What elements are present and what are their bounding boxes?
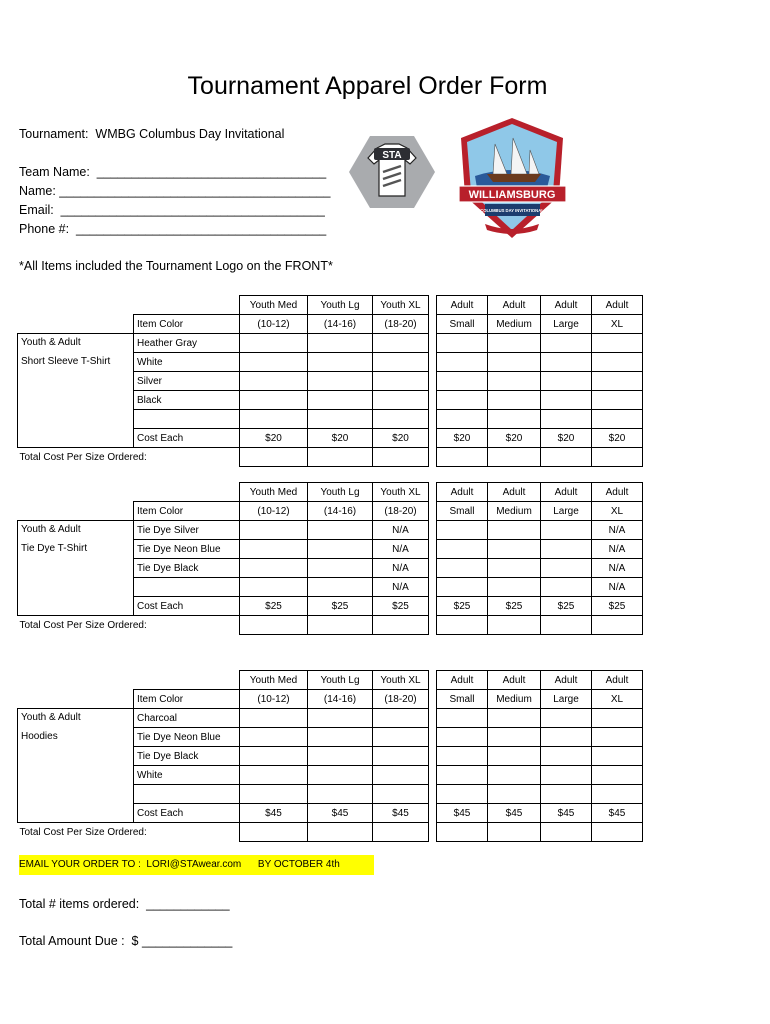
columbus-text: COLUMBUS DAY INVITATIONAL xyxy=(480,208,544,213)
quantity-cell[interactable] xyxy=(437,410,488,429)
blank-cell xyxy=(18,502,134,521)
column-gap xyxy=(429,559,437,578)
item-color-cell: Tie Dye Silver xyxy=(134,521,240,540)
blank-cell xyxy=(18,671,134,690)
column-gap xyxy=(429,353,437,372)
column-gap xyxy=(429,315,437,334)
quantity-cell[interactable] xyxy=(592,334,643,353)
total-cost-cell[interactable] xyxy=(437,823,488,842)
size-header: Medium xyxy=(488,502,541,521)
quantity-cell[interactable] xyxy=(541,728,592,747)
quantity-cell[interactable] xyxy=(240,372,308,391)
column-gap xyxy=(429,429,437,448)
size-header: XL xyxy=(592,690,643,709)
price-cell: $45 xyxy=(240,804,308,823)
size-header: (14-16) xyxy=(308,502,373,521)
quantity-cell[interactable] xyxy=(240,334,308,353)
quantity-cell[interactable] xyxy=(541,785,592,804)
quantity-cell[interactable] xyxy=(240,709,308,728)
size-header: (14-16) xyxy=(308,690,373,709)
size-header: Adult xyxy=(437,296,488,315)
item-color-cell xyxy=(134,578,240,597)
phone-field[interactable]: Phone #: ____________________________________ xyxy=(19,222,327,236)
quantity-cell[interactable] xyxy=(437,559,488,578)
size-header: Adult xyxy=(488,671,541,690)
total-cost-label: Total Cost Per Size Ordered: xyxy=(19,826,147,838)
size-header: Large xyxy=(541,502,592,521)
cost-each-label: Cost Each xyxy=(134,429,240,448)
quantity-cell[interactable] xyxy=(541,334,592,353)
quantity-cell[interactable] xyxy=(240,521,308,540)
total-cost-cell[interactable] xyxy=(592,823,643,842)
quantity-cell[interactable] xyxy=(437,334,488,353)
blank-cell xyxy=(134,483,240,502)
page-title: Tournament Apparel Order Form xyxy=(187,72,548,100)
quantity-cell[interactable] xyxy=(488,391,541,410)
total-cost-cell[interactable] xyxy=(541,448,592,467)
email-order-banner: EMAIL YOUR ORDER TO : LORI@STAwear.com BY OCTOBER 4th xyxy=(19,855,374,875)
size-header: Youth Lg xyxy=(308,296,373,315)
price-cell: $20 xyxy=(437,429,488,448)
quantity-cell[interactable] xyxy=(240,410,308,429)
quantity-cell[interactable] xyxy=(240,766,308,785)
quantity-cell[interactable] xyxy=(541,559,592,578)
quantity-cell[interactable] xyxy=(541,521,592,540)
quantity-cell[interactable] xyxy=(240,540,308,559)
quantity-cell[interactable] xyxy=(488,372,541,391)
quantity-cell[interactable] xyxy=(308,709,373,728)
quantity-cell[interactable] xyxy=(308,521,373,540)
size-header: (18-20) xyxy=(373,315,429,334)
williamsburg-logo xyxy=(455,116,570,241)
column-gap xyxy=(429,671,437,690)
price-cell: $20 xyxy=(541,429,592,448)
quantity-cell[interactable] xyxy=(373,391,429,410)
quantity-cell[interactable] xyxy=(240,747,308,766)
quantity-cell[interactable] xyxy=(592,728,643,747)
quantity-cell[interactable] xyxy=(488,559,541,578)
quantity-cell[interactable] xyxy=(308,372,373,391)
size-header: Adult xyxy=(437,671,488,690)
quantity-cell[interactable] xyxy=(373,334,429,353)
size-header: Adult xyxy=(541,483,592,502)
price-cell: $25 xyxy=(373,597,429,616)
quantity-cell[interactable] xyxy=(373,766,429,785)
size-header: Large xyxy=(541,315,592,334)
column-gap xyxy=(429,728,437,747)
price-cell: $25 xyxy=(308,597,373,616)
column-gap xyxy=(429,823,437,842)
quantity-cell[interactable] xyxy=(437,578,488,597)
quantity-cell[interactable] xyxy=(488,521,541,540)
quantity-cell[interactable] xyxy=(437,372,488,391)
na-cell: N/A xyxy=(592,521,643,540)
quantity-cell[interactable] xyxy=(308,728,373,747)
quantity-cell[interactable] xyxy=(308,578,373,597)
total-cost-cell[interactable] xyxy=(240,448,308,467)
size-header: Youth XL xyxy=(373,671,429,690)
price-cell: $45 xyxy=(541,804,592,823)
quantity-cell[interactable] xyxy=(437,540,488,559)
total-cost-cell[interactable] xyxy=(308,823,373,842)
item-color-header: Item Color xyxy=(134,315,240,334)
size-header: Adult xyxy=(541,671,592,690)
quantity-cell[interactable] xyxy=(437,785,488,804)
size-header: Youth Med xyxy=(240,296,308,315)
column-gap xyxy=(429,690,437,709)
quantity-cell[interactable] xyxy=(437,521,488,540)
column-gap xyxy=(429,521,437,540)
logo-note: *All Items included the Tournament Logo on the FRONT* xyxy=(19,259,333,273)
sta-logo-text: STA xyxy=(382,150,402,161)
total-cost-cell[interactable] xyxy=(373,823,429,842)
price-cell: $45 xyxy=(437,804,488,823)
quantity-cell[interactable] xyxy=(240,578,308,597)
item-color-cell: White xyxy=(134,766,240,785)
quantity-cell[interactable] xyxy=(541,709,592,728)
quantity-cell[interactable] xyxy=(437,391,488,410)
item-color-cell: White xyxy=(134,353,240,372)
size-header: Adult xyxy=(488,296,541,315)
size-header: Adult xyxy=(488,483,541,502)
order-table xyxy=(17,295,643,467)
size-header: (10-12) xyxy=(240,315,308,334)
quantity-cell[interactable] xyxy=(373,372,429,391)
size-header: Youth Med xyxy=(240,671,308,690)
cost-each-label: Cost Each xyxy=(134,597,240,616)
quantity-cell[interactable] xyxy=(488,747,541,766)
category-label: Short Sleeve T-Shirt xyxy=(21,356,111,367)
column-gap xyxy=(429,540,437,559)
column-gap xyxy=(429,766,437,785)
size-header: (18-20) xyxy=(373,502,429,521)
total-cost-cell[interactable] xyxy=(308,448,373,467)
price-cell: $25 xyxy=(592,597,643,616)
size-header: Medium xyxy=(488,690,541,709)
quantity-cell[interactable] xyxy=(373,728,429,747)
size-header: Youth Med xyxy=(240,483,308,502)
quantity-cell[interactable] xyxy=(541,747,592,766)
price-cell: $45 xyxy=(308,804,373,823)
category-label: Tie Dye T-Shirt xyxy=(21,543,88,554)
column-gap xyxy=(429,804,437,823)
blank-cell xyxy=(134,671,240,690)
quantity-cell[interactable] xyxy=(308,766,373,785)
item-color-cell: Black xyxy=(134,391,240,410)
quantity-cell[interactable] xyxy=(541,391,592,410)
total-cost-cell[interactable] xyxy=(488,616,541,635)
quantity-cell[interactable] xyxy=(592,709,643,728)
column-gap xyxy=(429,597,437,616)
total-cost-cell[interactable] xyxy=(240,823,308,842)
quantity-cell[interactable] xyxy=(437,709,488,728)
quantity-cell[interactable] xyxy=(308,559,373,578)
total-cost-label: Total Cost Per Size Ordered: xyxy=(19,619,147,631)
na-cell: N/A xyxy=(373,578,429,597)
quantity-cell[interactable] xyxy=(592,766,643,785)
blank-cell xyxy=(18,315,134,334)
size-header: XL xyxy=(592,502,643,521)
column-gap xyxy=(429,785,437,804)
column-gap xyxy=(429,296,437,315)
total-cost-cell[interactable] xyxy=(437,616,488,635)
column-gap xyxy=(429,616,437,635)
quantity-cell[interactable] xyxy=(541,766,592,785)
column-gap xyxy=(429,747,437,766)
quantity-cell[interactable] xyxy=(541,578,592,597)
quantity-cell[interactable] xyxy=(541,372,592,391)
blank-cell xyxy=(18,296,134,315)
price-cell: $25 xyxy=(488,597,541,616)
size-header: Youth XL xyxy=(373,483,429,502)
size-header: Adult xyxy=(592,296,643,315)
size-header: XL xyxy=(592,315,643,334)
price-cell: $45 xyxy=(488,804,541,823)
quantity-cell[interactable] xyxy=(488,334,541,353)
size-header: Adult xyxy=(541,296,592,315)
total-amount-field[interactable]: Total Amount Due : $ _____________ xyxy=(19,934,233,948)
na-cell: N/A xyxy=(373,540,429,559)
total-cost-cell[interactable] xyxy=(308,616,373,635)
total-cost-label: Total Cost Per Size Ordered: xyxy=(19,451,147,463)
total-items-field[interactable]: Total # items ordered: ____________ xyxy=(19,897,230,911)
size-header: Adult xyxy=(592,483,643,502)
item-color-cell: Tie Dye Neon Blue xyxy=(134,728,240,747)
total-cost-cell[interactable] xyxy=(541,616,592,635)
quantity-cell[interactable] xyxy=(488,540,541,559)
quantity-cell[interactable] xyxy=(308,540,373,559)
size-header: Small xyxy=(437,690,488,709)
item-color-header: Item Color xyxy=(134,502,240,521)
size-header: Adult xyxy=(592,671,643,690)
category-label: Youth & Adult xyxy=(21,524,81,535)
category-cell xyxy=(18,521,134,616)
quantity-cell[interactable] xyxy=(488,785,541,804)
quantity-cell[interactable] xyxy=(437,766,488,785)
item-color-cell: Silver xyxy=(134,372,240,391)
size-header: Youth Lg xyxy=(308,483,373,502)
quantity-cell[interactable] xyxy=(437,728,488,747)
price-cell: $25 xyxy=(240,597,308,616)
category-label: Hoodies xyxy=(21,731,58,742)
quantity-cell[interactable] xyxy=(488,353,541,372)
column-gap xyxy=(429,709,437,728)
quantity-cell[interactable] xyxy=(308,410,373,429)
quantity-cell[interactable] xyxy=(592,747,643,766)
quantity-cell[interactable] xyxy=(488,410,541,429)
quantity-cell[interactable] xyxy=(373,785,429,804)
quantity-cell[interactable] xyxy=(592,372,643,391)
price-cell: $25 xyxy=(541,597,592,616)
name-field[interactable]: Name: _______________________________________ xyxy=(19,184,331,198)
quantity-cell[interactable] xyxy=(437,353,488,372)
size-header: Small xyxy=(437,315,488,334)
item-color-cell: Tie Dye Black xyxy=(134,559,240,578)
size-header: Youth XL xyxy=(373,296,429,315)
size-header: (14-16) xyxy=(308,315,373,334)
quantity-cell[interactable] xyxy=(373,709,429,728)
item-color-cell xyxy=(134,785,240,804)
quantity-cell[interactable] xyxy=(308,391,373,410)
quantity-cell[interactable] xyxy=(541,540,592,559)
quantity-cell[interactable] xyxy=(437,747,488,766)
category-cell xyxy=(18,709,134,823)
quantity-cell[interactable] xyxy=(308,747,373,766)
quantity-cell[interactable] xyxy=(488,709,541,728)
order-table xyxy=(17,482,643,635)
quantity-cell[interactable] xyxy=(373,747,429,766)
total-cost-cell[interactable] xyxy=(373,616,429,635)
sta-logo xyxy=(348,134,436,210)
na-cell: N/A xyxy=(592,540,643,559)
column-gap xyxy=(429,410,437,429)
quantity-cell[interactable] xyxy=(488,578,541,597)
quantity-cell[interactable] xyxy=(308,785,373,804)
column-gap xyxy=(429,502,437,521)
quantity-cell[interactable] xyxy=(373,410,429,429)
size-header: (18-20) xyxy=(373,690,429,709)
total-cost-cell[interactable] xyxy=(488,823,541,842)
blank-cell xyxy=(18,483,134,502)
na-cell: N/A xyxy=(592,559,643,578)
total-cost-cell[interactable] xyxy=(541,823,592,842)
quantity-cell[interactable] xyxy=(488,766,541,785)
size-header: (10-12) xyxy=(240,690,308,709)
item-color-cell xyxy=(134,410,240,429)
price-cell: $25 xyxy=(437,597,488,616)
quantity-cell[interactable] xyxy=(240,353,308,372)
column-gap xyxy=(429,334,437,353)
price-cell: $20 xyxy=(592,429,643,448)
price-cell: $20 xyxy=(488,429,541,448)
email-field[interactable]: Email: ______________________________________ xyxy=(19,203,325,217)
item-color-cell: Tie Dye Neon Blue xyxy=(134,540,240,559)
williamsburg-text: WILLIAMSBURG xyxy=(468,189,556,201)
item-color-cell: Heather Gray xyxy=(134,334,240,353)
column-gap xyxy=(429,391,437,410)
size-header: (10-12) xyxy=(240,502,308,521)
order-table xyxy=(17,670,643,842)
quantity-cell[interactable] xyxy=(240,728,308,747)
category-cell xyxy=(18,334,134,448)
category-label: Youth & Adult xyxy=(21,337,81,348)
price-cell: $20 xyxy=(240,429,308,448)
size-header: Large xyxy=(541,690,592,709)
total-cost-cell[interactable] xyxy=(592,448,643,467)
quantity-cell[interactable] xyxy=(541,353,592,372)
column-gap xyxy=(429,448,437,467)
quantity-cell[interactable] xyxy=(240,391,308,410)
quantity-cell[interactable] xyxy=(308,353,373,372)
category-label: Youth & Adult xyxy=(21,712,81,723)
quantity-cell[interactable] xyxy=(240,559,308,578)
na-cell: N/A xyxy=(373,559,429,578)
quantity-cell[interactable] xyxy=(373,353,429,372)
cost-each-label: Cost Each xyxy=(134,804,240,823)
tournament-line: Tournament: WMBG Columbus Day Invitational xyxy=(19,127,285,141)
total-cost-cell[interactable] xyxy=(373,448,429,467)
price-cell: $20 xyxy=(373,429,429,448)
quantity-cell[interactable] xyxy=(541,410,592,429)
total-cost-cell[interactable] xyxy=(592,616,643,635)
size-header: Small xyxy=(437,502,488,521)
column-gap xyxy=(429,372,437,391)
size-header: Medium xyxy=(488,315,541,334)
price-cell: $20 xyxy=(308,429,373,448)
na-cell: N/A xyxy=(373,521,429,540)
blank-cell xyxy=(18,690,134,709)
column-gap xyxy=(429,578,437,597)
item-color-cell: Tie Dye Black xyxy=(134,747,240,766)
price-cell: $45 xyxy=(592,804,643,823)
quantity-cell[interactable] xyxy=(488,728,541,747)
quantity-cell[interactable] xyxy=(240,785,308,804)
item-color-header: Item Color xyxy=(134,690,240,709)
quantity-cell[interactable] xyxy=(592,353,643,372)
quantity-cell[interactable] xyxy=(592,391,643,410)
team-name-field[interactable]: Team Name: _________________________________ xyxy=(19,165,327,179)
size-header: Adult xyxy=(437,483,488,502)
item-color-cell: Charcoal xyxy=(134,709,240,728)
price-cell: $45 xyxy=(373,804,429,823)
na-cell: N/A xyxy=(592,578,643,597)
total-cost-cell[interactable] xyxy=(488,448,541,467)
column-gap xyxy=(429,483,437,502)
total-cost-cell[interactable] xyxy=(240,616,308,635)
size-header: Youth Lg xyxy=(308,671,373,690)
blank-cell xyxy=(134,296,240,315)
quantity-cell[interactable] xyxy=(592,785,643,804)
quantity-cell[interactable] xyxy=(308,334,373,353)
total-cost-cell[interactable] xyxy=(437,448,488,467)
quantity-cell[interactable] xyxy=(592,410,643,429)
